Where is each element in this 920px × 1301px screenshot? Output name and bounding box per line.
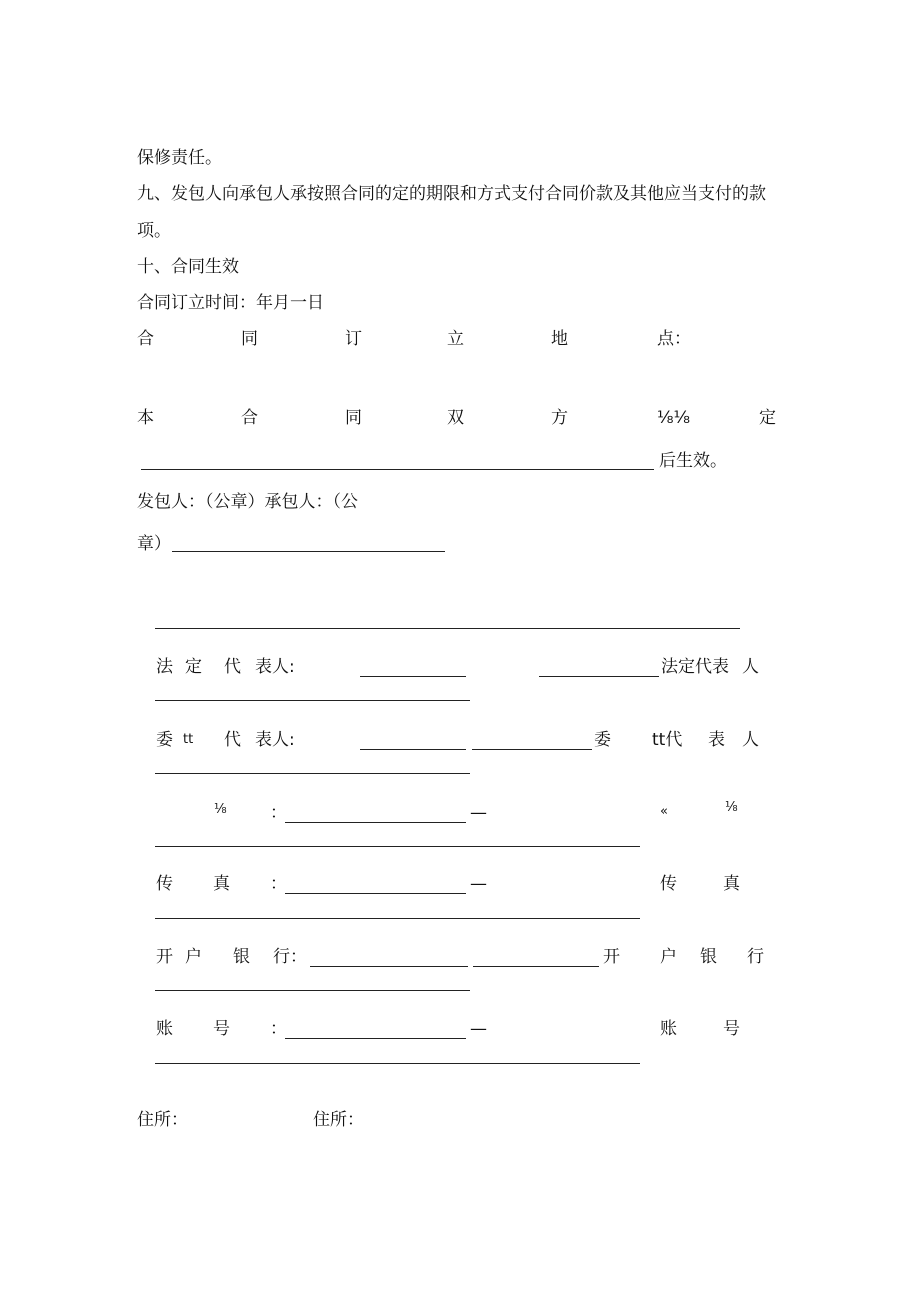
effect-char: 方	[551, 408, 568, 428]
effect-char: 双	[447, 408, 464, 428]
place-char: 点：	[657, 329, 691, 349]
text-line: 保修责任。	[137, 148, 222, 168]
form-label: 账	[156, 1019, 173, 1039]
place-char: 合	[137, 329, 154, 349]
blank-line	[172, 551, 445, 552]
form-label: 号	[213, 1019, 230, 1039]
form-label: ：	[270, 803, 287, 823]
dash: —	[470, 803, 487, 823]
form-label: 行：	[273, 947, 307, 967]
effect-char: 合	[241, 408, 258, 428]
form-label: «	[660, 804, 668, 819]
blank-line	[155, 700, 470, 701]
form-label: 银	[700, 947, 717, 967]
blank-line	[360, 676, 466, 677]
form-label: 表	[708, 730, 725, 750]
place-char: 地	[551, 329, 568, 349]
form-label: 户	[185, 947, 202, 967]
effect-char: 同	[345, 408, 362, 428]
form-label: 开	[156, 947, 173, 967]
signing-time: 合同订立时间：年月一日	[137, 293, 324, 313]
form-label: 号	[723, 1019, 740, 1039]
separator-line	[155, 628, 740, 629]
form-label: 代	[224, 657, 241, 677]
blank-line	[285, 893, 466, 894]
form-label: 户	[660, 947, 677, 967]
dash: —	[470, 874, 487, 894]
address-label: 住所：	[313, 1110, 364, 1130]
place-char: 立	[447, 329, 464, 349]
place-char: 订	[345, 329, 362, 349]
effect-char: 本	[137, 408, 154, 428]
form-label: 代	[224, 730, 241, 750]
effect-char: 定	[759, 408, 776, 428]
section-heading: 十、合同生效	[137, 257, 239, 277]
form-label: ⅛	[214, 802, 227, 817]
form-label: tt	[183, 732, 194, 747]
blank-line	[310, 966, 468, 967]
form-label: 行	[747, 947, 764, 967]
form-label: tt代	[652, 730, 683, 750]
blank-line	[141, 469, 654, 470]
effect-tail: 后生效。	[659, 451, 727, 471]
form-label: 委	[594, 730, 611, 750]
blank-line	[285, 822, 466, 823]
form-label: 人	[742, 657, 759, 677]
form-label: 定	[185, 657, 202, 677]
form-label: 开	[603, 947, 620, 967]
form-label: ⅛	[725, 800, 738, 815]
form-label: ：	[270, 874, 287, 894]
text-line: 项。	[137, 221, 171, 241]
form-label: 人	[742, 730, 759, 750]
blank-line	[472, 749, 592, 750]
form-label: 银	[233, 947, 250, 967]
blank-line	[473, 966, 599, 967]
seal-line: 章）	[137, 534, 171, 554]
form-label: 真	[723, 874, 740, 894]
blank-line	[155, 990, 470, 991]
form-label: 法定代表	[661, 657, 729, 677]
seal-line: 发包人：（公章）承包人：（公	[137, 492, 358, 512]
blank-line	[155, 1063, 640, 1064]
form-label: 传	[156, 874, 173, 894]
blank-line	[155, 846, 640, 847]
blank-line	[285, 1038, 466, 1039]
dash: —	[470, 1019, 487, 1039]
form-label: 表人:	[255, 730, 295, 750]
blank-line	[155, 773, 470, 774]
effect-char: ⅛⅛	[657, 408, 690, 428]
blank-line	[155, 918, 640, 919]
address-label: 住所：	[137, 1110, 188, 1130]
form-label: 真	[213, 874, 230, 894]
place-char: 同	[241, 329, 258, 349]
form-label: 传	[660, 874, 677, 894]
form-label: 表人:	[255, 657, 295, 677]
form-label: 账	[660, 1019, 677, 1039]
text-line: 九、发包人向承包人承按照合同的定的期限和方式支付合同价款及其他应当支付的款	[137, 184, 766, 204]
form-label: 委	[156, 730, 173, 750]
blank-line	[539, 676, 659, 677]
form-label: ：	[270, 1019, 287, 1039]
blank-line	[360, 749, 466, 750]
form-label: 法	[156, 657, 173, 677]
